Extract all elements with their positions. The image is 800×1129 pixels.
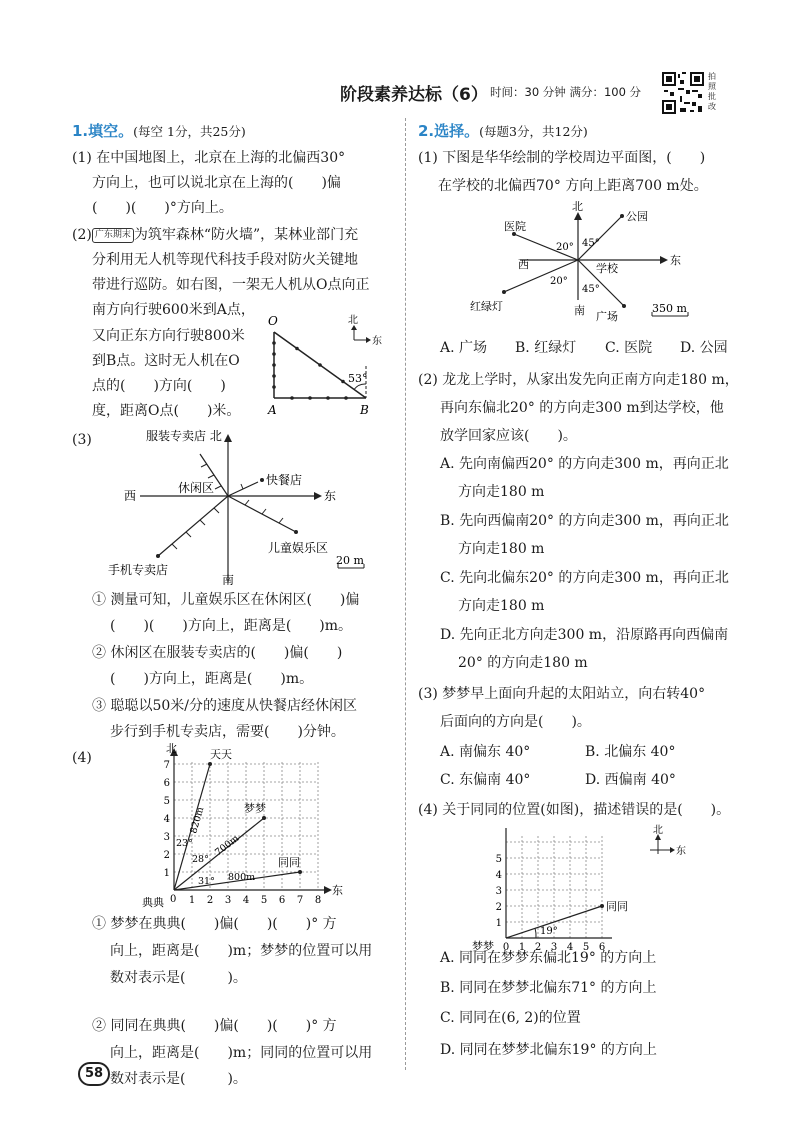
exam-meta: 时间：30 分钟 满分：100 分 — [490, 85, 642, 99]
angle-20-sw: 20° — [550, 276, 568, 287]
q2-line-7: 点的( )方向( ) — [92, 378, 226, 394]
section-2-title: 选择。 — [434, 122, 480, 140]
mc-q2-option-b-line-2: 方向走180 m — [458, 541, 545, 557]
x-tick: 5 — [260, 895, 268, 906]
west-label: 西 — [124, 489, 137, 503]
y-axis-north-label: 北 — [166, 742, 177, 755]
mengmeng-origin-label: 梦梦 — [472, 940, 494, 953]
q1-line-2: 方向上，也可以说北京在上海的( )偏 — [92, 175, 341, 191]
mc-q2-line-1: (2) 龙龙上学时，从家出发先向正南方向走180 m， — [418, 372, 739, 388]
scale-label: 350 m — [652, 302, 687, 315]
mengmeng-label: 梦梦 — [244, 802, 266, 815]
q2-line-1 — [72, 225, 358, 245]
mc-q1-option-d[interactable]: D. 公园 — [680, 340, 728, 356]
mc-q1-option-a[interactable]: A. 广场 — [440, 340, 488, 356]
mc-q3-option-a[interactable]: A. 南偏东 40° — [440, 744, 531, 760]
y-tick: 5 — [163, 796, 170, 807]
q2-line-4: 南方向行驶600米到A点， — [92, 302, 255, 318]
y-tick: 6 — [163, 778, 170, 789]
mc-q3-option-b[interactable]: B. 北偏东 40° — [585, 744, 676, 760]
q4-number: (4) — [72, 750, 92, 766]
clothing-store-north-label: 服装专卖店 北 — [146, 429, 222, 443]
y-tick: 3 — [163, 832, 170, 843]
hospital-label: 医院 — [504, 220, 526, 233]
rest-area-label: 休闲区 — [178, 481, 215, 495]
mc-q4-option-a[interactable]: A. 同同在梦梦东偏北19° 的方向上 — [440, 950, 657, 966]
x-tick: 1 — [188, 895, 196, 906]
x-tick: 3 — [550, 942, 558, 953]
page-title: 阶段素养达标（6） — [340, 85, 488, 105]
q3-sub-1-line-1: ① 测量可知，儿童娱乐区在休闲区( )偏 — [92, 592, 360, 608]
q2-number: (2) — [72, 227, 92, 243]
mc-q1-line-1: (1) 下图是华华绘制的学校周边平面图，( ) — [418, 150, 706, 166]
drone-path-figure — [262, 310, 392, 418]
distance-700: 700m — [213, 832, 242, 859]
y-tick: 1 — [495, 918, 502, 929]
compass-north-label: 北 — [348, 315, 358, 326]
q3-number: (3) — [72, 432, 92, 448]
mc-q4-option-d[interactable]: D. 同同在梦梦北偏东19° 的方向上 — [440, 1042, 657, 1058]
q2-text-1: 为筑牢森林“防火墙”，某林业部门充 — [133, 227, 359, 243]
q1-line-3: ( )( )°方向上。 — [92, 200, 233, 216]
q2-line-8: 度，距离O点( )米。 — [92, 403, 241, 419]
q2-line-3: 带进行巡防。如右图，一架无人机从O点向正 — [92, 277, 370, 293]
q3-sub-1-line-2: ( )( )方向上，距离是( )m。 — [110, 618, 353, 634]
q4-sub-2-line-3: 数对表示是( )。 — [110, 1071, 247, 1087]
east-label: 东 — [324, 489, 337, 503]
point-o-label: O — [268, 314, 278, 328]
south-label: 南 — [222, 573, 235, 587]
tongtong-label: 同同 — [606, 900, 628, 913]
y-tick: 4 — [163, 814, 170, 825]
traffic-light-label: 红绿灯 — [470, 300, 503, 313]
kids-area-label: 儿童娱乐区 — [268, 541, 329, 555]
mc-q4-option-c[interactable]: C. 同同在(6, 2)的位置 — [440, 1010, 581, 1026]
mc-q2-option-d-line-1[interactable]: D. 先向正北方向走300 m，沿原路再向西偏南 — [440, 627, 729, 643]
fast-food-label: 快餐店 — [266, 473, 303, 487]
angle-31: 31° — [198, 876, 215, 887]
mc-q1-option-b[interactable]: B. 红绿灯 — [515, 340, 577, 356]
mc-q3-option-d[interactable]: D. 西偏南 40° — [585, 772, 676, 788]
mc-q2-option-b-line-1[interactable]: B. 先向西偏南20° 的方向走300 m，再向正北 — [440, 513, 729, 529]
x-tick: 4 — [242, 895, 250, 906]
origin-label: 典典 — [142, 896, 164, 909]
mc-q2-option-d-line-2: 20° 的方向走180 m — [458, 655, 588, 671]
distance-820: 820m — [188, 805, 207, 835]
mc-q2-option-a-line-2: 方向走180 m — [458, 484, 545, 500]
mc-q3-line-2: 后面向的方向是( )。 — [440, 714, 591, 730]
north-label: 北 — [572, 200, 583, 213]
distance-800: 800m — [228, 872, 256, 883]
y-tick: 2 — [163, 850, 170, 861]
qr-label: 拍照批改 — [708, 72, 716, 111]
page-number: 58 — [78, 1062, 110, 1086]
mc-q2-option-c-line-1[interactable]: C. 先向北偏东20° 的方向走300 m，再向正北 — [440, 570, 729, 586]
y-tick: 5 — [495, 854, 502, 865]
section-2-number: 2. — [418, 122, 435, 140]
mc-q1-line-2: 在学校的北偏西70° 方向上距离700 m处。 — [438, 178, 708, 194]
point-a-label: A — [268, 403, 277, 417]
x-axis-east-label: 东 — [332, 884, 343, 897]
qr-code-icon[interactable] — [662, 72, 704, 114]
mc-q2-line-2: 再向东偏北20° 的方向走300 m到达学校，他 — [440, 400, 724, 416]
school-map-figure — [466, 200, 706, 330]
compass-east-label: 东 — [676, 846, 686, 857]
mc-q2-line-3: 放学回家应该( )。 — [440, 428, 577, 444]
q4-sub-1-line-3: 数对表示是( )。 — [110, 970, 247, 986]
q4-sub-1-line-2: 向上，距离是( )m；梦梦的位置可以用 — [110, 943, 373, 959]
x-tick: 1 — [518, 942, 526, 953]
mc-q2-option-a-line-1[interactable]: A. 先向南偏西20° 的方向走300 m，再向正北 — [440, 456, 729, 472]
section-2-note: (每题3分，共12分) — [479, 124, 588, 139]
angle-53: 53° — [348, 372, 368, 385]
mc-q4-option-b[interactable]: B. 同同在梦梦北偏东71° 的方向上 — [440, 980, 657, 996]
x-tick: 3 — [224, 895, 232, 906]
q2-line-2: 分利用无人机等现代科技手段对防火关键地 — [92, 252, 358, 268]
q3-sub-3-line-1: ③ 聪聪以50米/分的速度从快餐店经休闲区 — [92, 698, 357, 714]
angle-45-ne: 45° — [582, 238, 600, 249]
x-tick: 0 — [502, 942, 510, 953]
y-tick: 7 — [163, 760, 170, 771]
x-tick: 4 — [566, 942, 574, 953]
x-tick: 2 — [206, 895, 214, 906]
q2-source-tag: 广东期末 — [92, 228, 134, 243]
y-tick: 4 — [495, 870, 502, 881]
x-tick: 6 — [598, 942, 606, 953]
tongtong-label: 同同 — [278, 856, 300, 869]
west-label: 西 — [518, 258, 529, 271]
section-1-heading — [72, 120, 246, 141]
mc-q3-line-1: (3) 梦梦早上面向升起的太阳站立，向右转40° — [418, 686, 706, 702]
south-label: 南 — [574, 304, 585, 317]
scale-label: 20 m — [336, 554, 364, 567]
q4-sub-2-line-2: 向上，距离是( )m；同同的位置可以用 — [110, 1045, 373, 1061]
angle-20-nw: 20° — [556, 242, 574, 253]
map-figure — [100, 420, 364, 590]
q1-line-1: (1) 在中国地图上，北京在上海的北偏西30° — [72, 150, 346, 166]
section-2-heading — [418, 120, 588, 141]
east-label: 东 — [670, 254, 681, 267]
y-tick: 3 — [495, 886, 502, 897]
q3-sub-3-line-2: 步行到手机专卖店，需要( )分钟。 — [110, 724, 345, 740]
angle-45-se: 45° — [582, 284, 600, 295]
q3-sub-2-line-2: ( )方向上，距离是( )m。 — [110, 671, 314, 687]
section-1-title: 填空。 — [88, 122, 134, 140]
x-tick: 7 — [296, 895, 304, 906]
compass-north-label: 北 — [653, 825, 663, 836]
y-tick: 1 — [163, 868, 170, 879]
tiantian-label: 天天 — [210, 748, 232, 761]
compass-east-label: 东 — [372, 336, 382, 347]
q4-sub-1-line-1: ① 梦梦在典典( )偏( )( )° 方 — [92, 916, 337, 932]
angle-23: 23° — [176, 838, 193, 849]
y-tick: 2 — [495, 902, 502, 913]
angle-19: 19° — [540, 926, 558, 937]
phone-store-label: 手机专卖店 — [108, 563, 169, 577]
x-tick: 8 — [314, 895, 322, 906]
mc-q4-line-1: (4) 关于同同的位置(如图)，描述错误的是( )。 — [418, 802, 731, 818]
square-label: 广场 — [596, 310, 618, 323]
q2-line-6: 到B点。这时无人机在O — [92, 353, 240, 369]
point-b-label: B — [360, 403, 369, 417]
x-tick: 2 — [534, 942, 542, 953]
park-label: 公园 — [626, 210, 648, 223]
q3-sub-2-line-1: ② 休闲区在服装专卖店的( )偏( ) — [92, 645, 343, 661]
mc-q1-option-c[interactable]: C. 医院 — [605, 340, 653, 356]
angle-28: 28° — [192, 854, 209, 865]
mc-q3-option-c[interactable]: C. 东偏南 40° — [440, 772, 531, 788]
x-tick: 6 — [278, 895, 286, 906]
zero-tick: 0 — [170, 894, 177, 905]
x-tick: 5 — [582, 942, 590, 953]
column-divider — [405, 118, 406, 1070]
coordinate-figure — [140, 742, 343, 912]
section-1-number: 1. — [72, 122, 89, 140]
q2-line-5: 又向正东方向行驶800米 — [92, 328, 245, 344]
section-1-note: (每空 1分，共25分) — [133, 124, 246, 139]
q4-sub-2-line-1: ② 同同在典典( )偏( )( )° 方 — [92, 1018, 337, 1034]
mc-q2-option-c-line-2: 方向走180 m — [458, 598, 545, 614]
school-label: 学校 — [596, 262, 618, 275]
